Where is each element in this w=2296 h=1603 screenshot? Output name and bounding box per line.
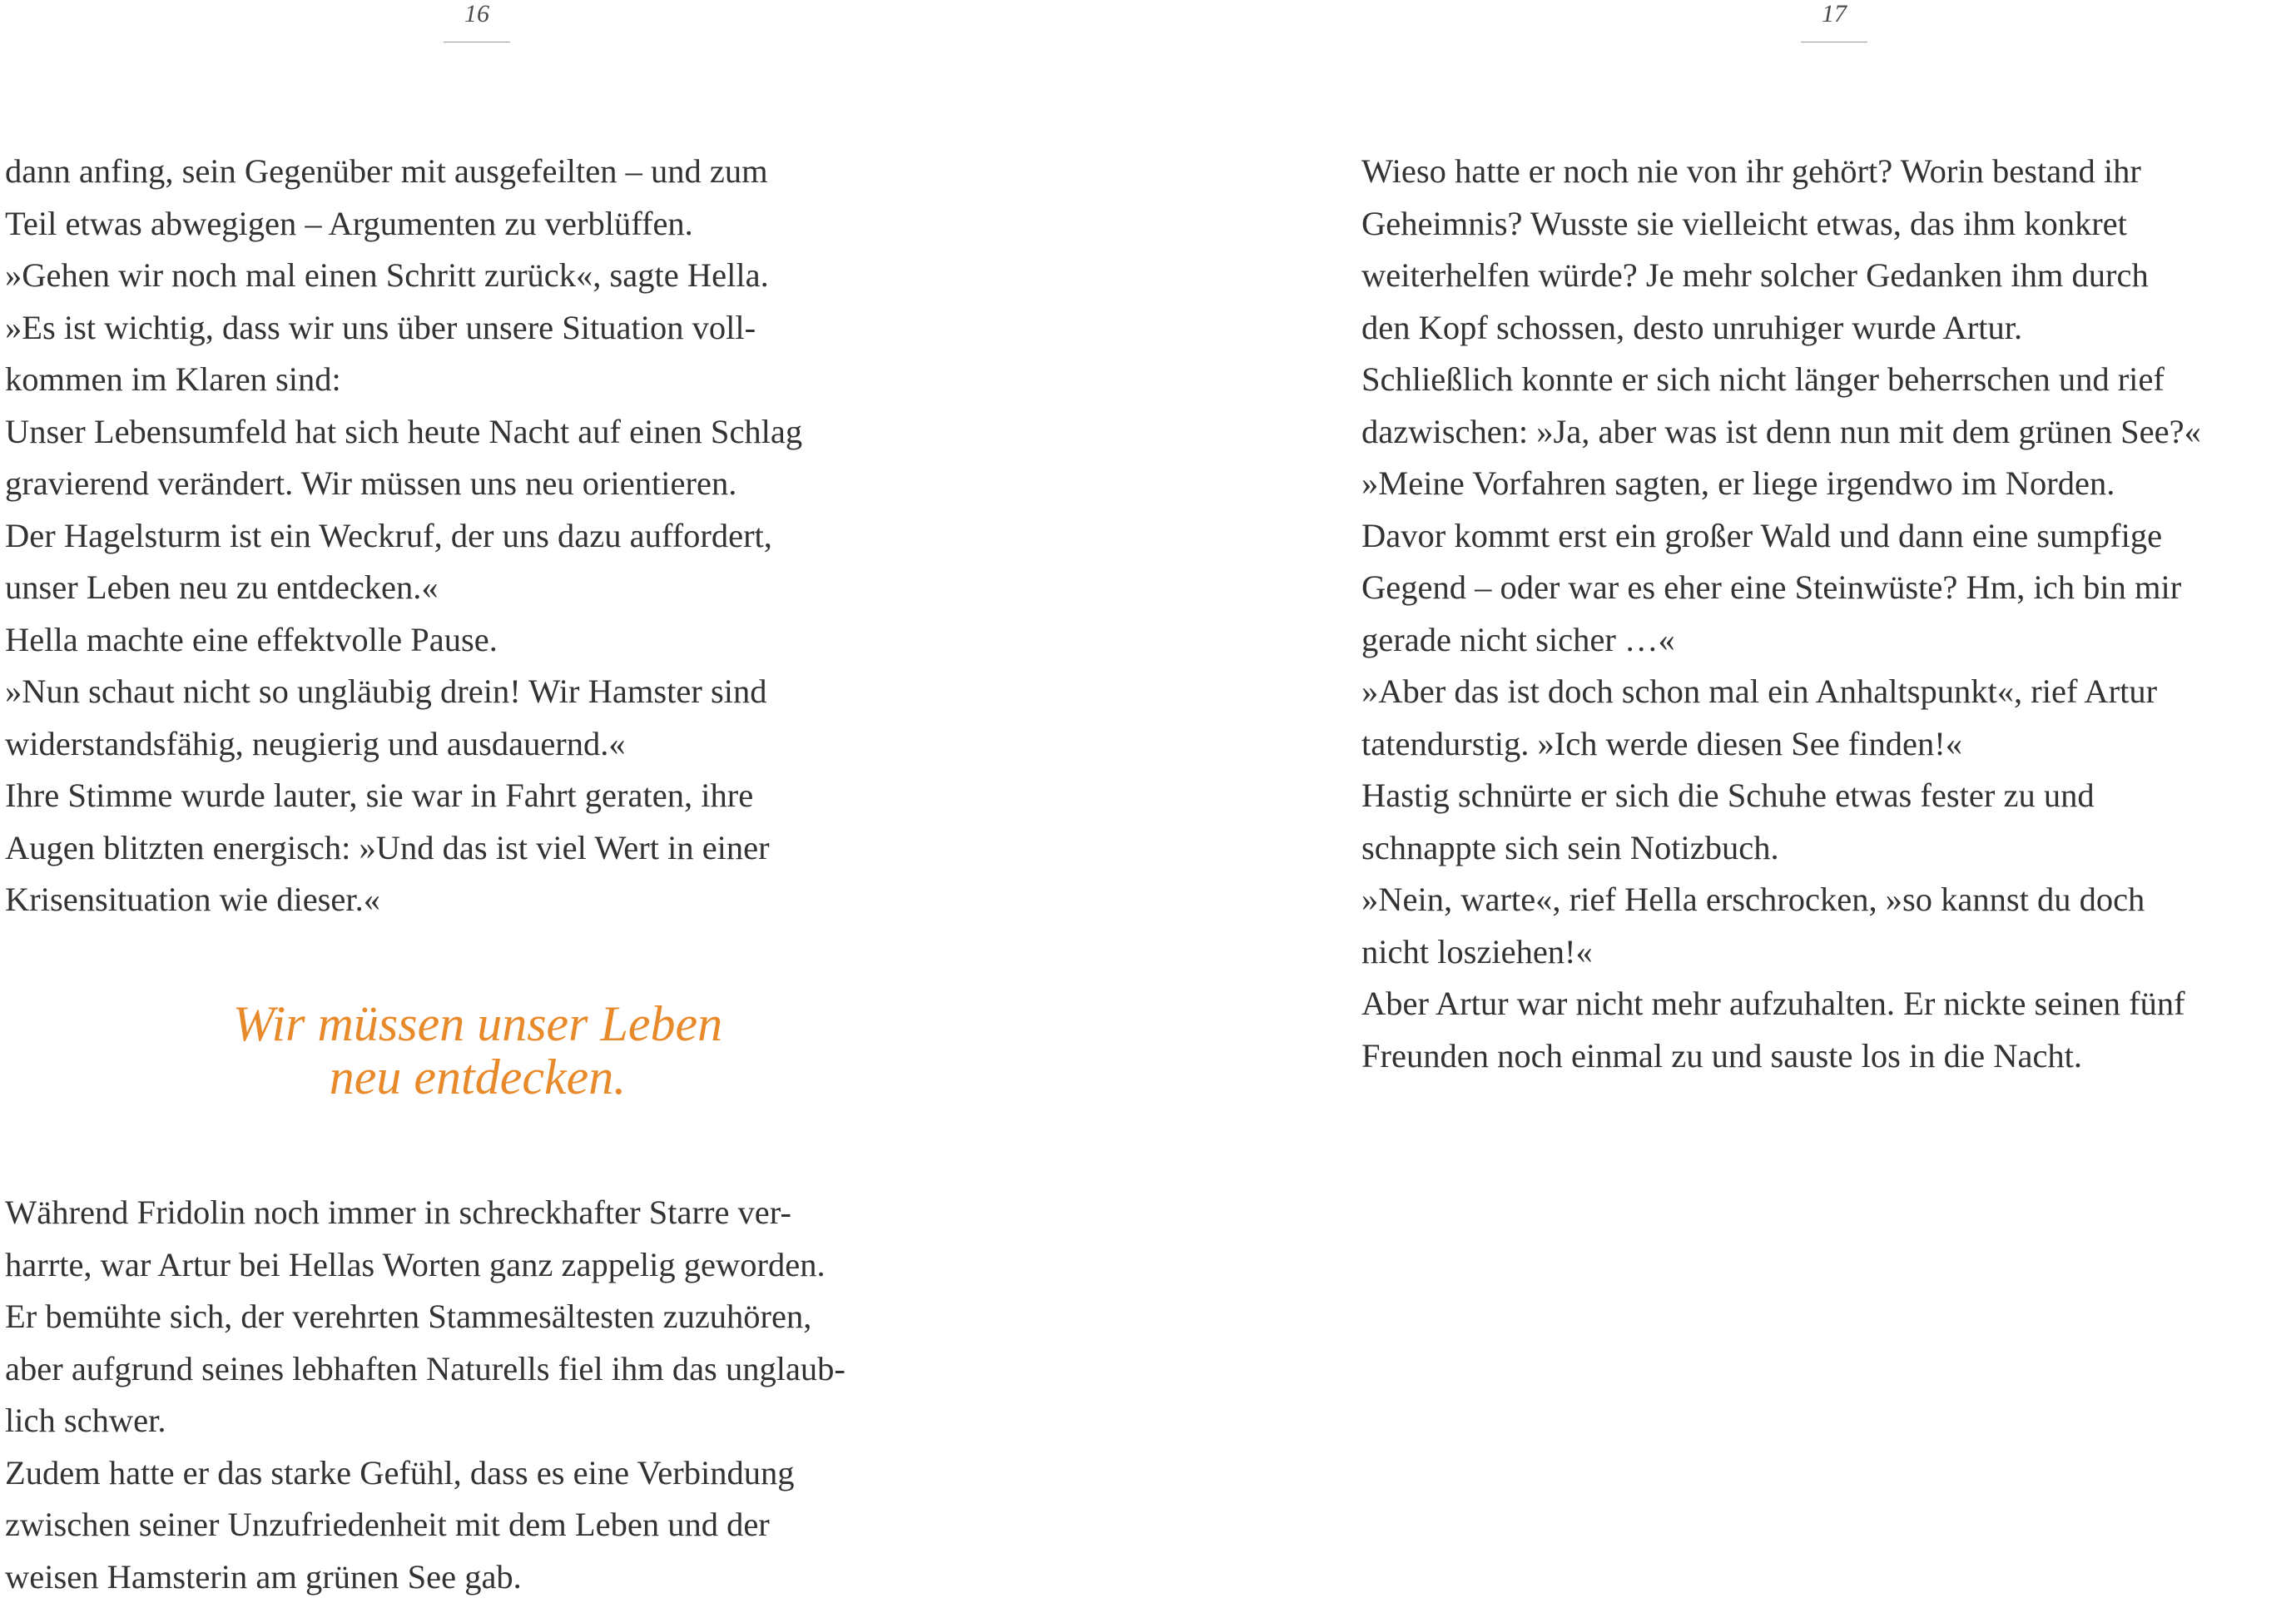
text-line: Davor kommt erst ein großer Wald und dann eine sumpfige xyxy=(1361,510,2201,563)
text-line: Er bemühte sich, der verehrten Stammesältesten zuzuhören, xyxy=(5,1291,846,1343)
left-page-body-top xyxy=(5,146,802,926)
left-page-body-bottom xyxy=(5,1187,846,1603)
text-line: »Es ist wichtig, dass wir uns über unsere Situation voll- xyxy=(5,302,802,355)
text-line: Ihre Stimme wurde lauter, sie war in Fahrt geraten, ihre xyxy=(5,770,802,822)
page-number-right xyxy=(1801,0,1867,42)
pull-quote xyxy=(0,997,955,1104)
page-number-right-text: 17 xyxy=(1822,0,1847,27)
text-line: Der Hagelsturm ist ein Weckruf, der uns dazu auffordert, xyxy=(5,510,802,563)
page-number-left-text: 16 xyxy=(464,0,489,27)
text-line: Schließlich konnte er sich nicht länger beherrschen und rief xyxy=(1361,354,2201,406)
text-line: dann anfing, sein Gegenüber mit ausgefeilten – und zum xyxy=(5,146,802,198)
text-line: nicht losziehen!« xyxy=(1361,926,2201,979)
text-line: zwischen seiner Unzufriedenheit mit dem Leben und der xyxy=(5,1499,846,1551)
text-line: lich schwer. xyxy=(5,1395,846,1447)
text-line: kommen im Klaren sind: xyxy=(5,354,802,406)
text-line: harrte, war Artur bei Hellas Worten ganz zappelig geworden. xyxy=(5,1239,846,1292)
text-line: Teil etwas abwegigen – Argumenten zu verblüffen. xyxy=(5,198,802,251)
text-line: tatendurstig. »Ich werde diesen See finden!« xyxy=(1361,718,2201,771)
text-line: »Nein, warte«, rief Hella erschrocken, »so kannst du doch xyxy=(1361,874,2201,926)
text-line: Gegend – oder war es eher eine Steinwüste? Hm, ich bin mir xyxy=(1361,562,2201,614)
text-line: gerade nicht sicher …« xyxy=(1361,614,2201,667)
text-line: »Gehen wir noch mal einen Schritt zurück«, sagte Hella. xyxy=(5,250,802,302)
text-line: dazwischen: »Ja, aber was ist denn nun mit dem grünen See?« xyxy=(1361,406,2201,459)
text-line: »Meine Vorfahren sagten, er liege irgendwo im Norden. xyxy=(1361,458,2201,510)
right-page-body xyxy=(1361,146,2201,1082)
pull-quote-line: neu entdecken. xyxy=(0,1050,955,1104)
text-line: aber aufgrund seines lebhaften Naturells fiel ihm das unglaub- xyxy=(5,1343,846,1396)
text-line: Geheimnis? Wusste sie vielleicht etwas, das ihm konkret xyxy=(1361,198,2201,251)
text-line: gravierend verändert. Wir müssen uns neu orientieren. xyxy=(5,458,802,510)
text-line: den Kopf schossen, desto unruhiger wurde Artur. xyxy=(1361,302,2201,355)
text-line: Hastig schnürte er sich die Schuhe etwas fester zu und xyxy=(1361,770,2201,822)
text-line: Hella machte eine effektvolle Pause. xyxy=(5,614,802,667)
pull-quote-line: Wir müssen unser Leben xyxy=(0,997,955,1050)
page-number-left xyxy=(444,0,510,42)
text-line: Augen blitzten energisch: »Und das ist viel Wert in einer xyxy=(5,822,802,875)
text-line: Wieso hatte er noch nie von ihr gehört? Worin bestand ihr xyxy=(1361,146,2201,198)
text-line: unser Leben neu zu entdecken.« xyxy=(5,562,802,614)
text-line: Während Fridolin noch immer in schreckhafter Starre ver- xyxy=(5,1187,846,1239)
text-line: »Nun schaut nicht so ungläubig drein! Wir Hamster sind xyxy=(5,666,802,718)
text-line: Aber Artur war nicht mehr aufzuhalten. Er nickte seinen fünf xyxy=(1361,978,2201,1030)
text-line: widerstandsfähig, neugierig und ausdauernd.« xyxy=(5,718,802,771)
text-line: weisen Hamsterin am grünen See gab. xyxy=(5,1551,846,1603)
text-line: Unser Lebensumfeld hat sich heute Nacht auf einen Schlag xyxy=(5,406,802,459)
text-line: schnappte sich sein Notizbuch. xyxy=(1361,822,2201,875)
text-line: Freunden noch einmal zu und sauste los in die Nacht. xyxy=(1361,1030,2201,1083)
text-line: »Aber das ist doch schon mal ein Anhaltspunkt«, rief Artur xyxy=(1361,666,2201,718)
text-line: Zudem hatte er das starke Gefühl, dass es eine Verbindung xyxy=(5,1447,846,1500)
text-line: weiterhelfen würde? Je mehr solcher Gedanken ihm durch xyxy=(1361,250,2201,302)
text-line: Krisensituation wie dieser.« xyxy=(5,874,802,926)
